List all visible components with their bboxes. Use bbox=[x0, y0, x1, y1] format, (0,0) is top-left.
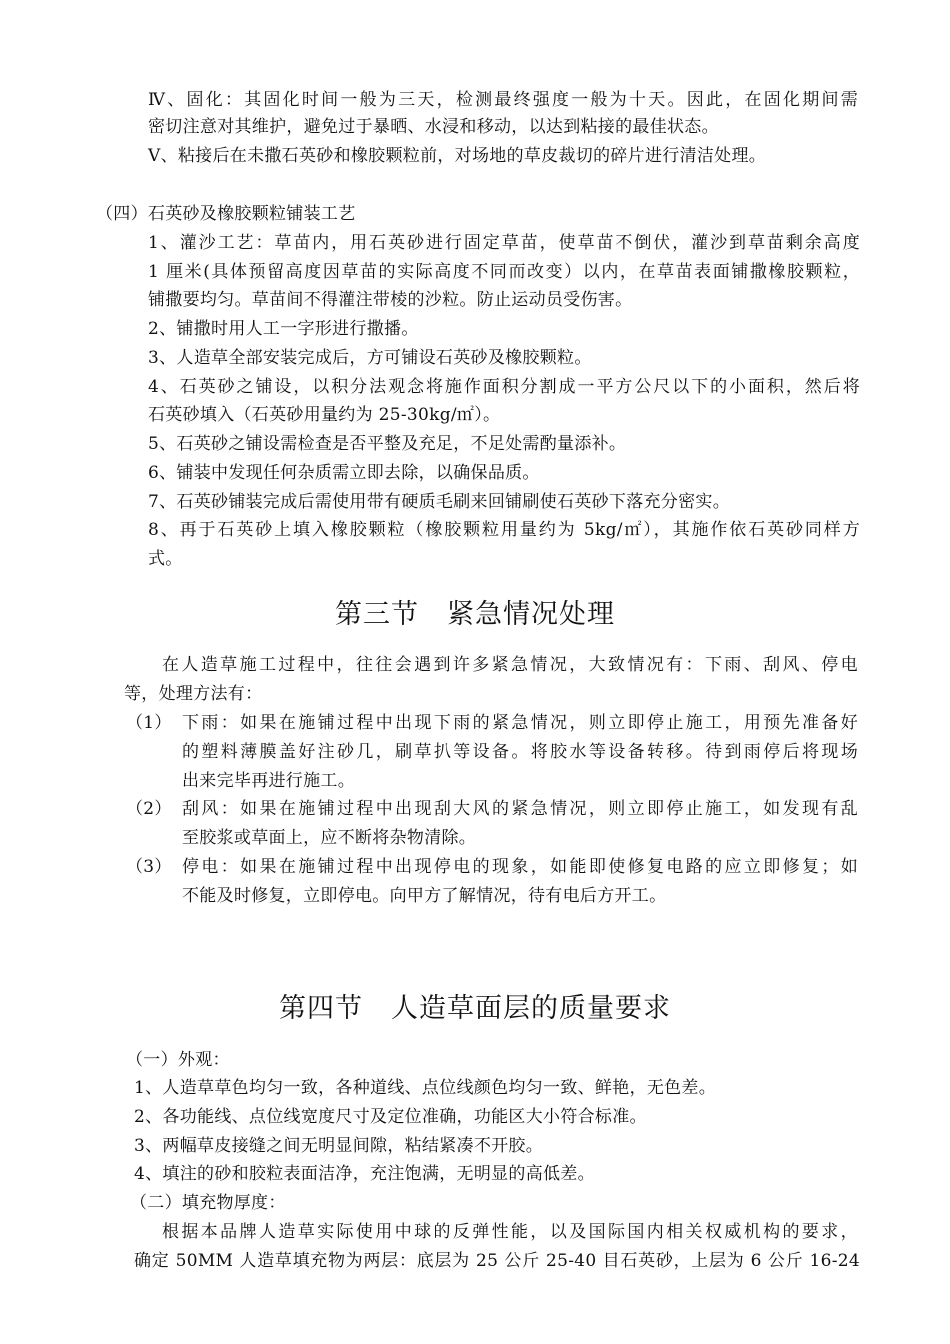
emergency-item-line: 出来完毕再进行施工。 bbox=[182, 771, 355, 791]
emergency-item-line: 停电：如果在施铺过程中出现停电的现象，如能即使修复电路的应立即修复；如 bbox=[182, 857, 858, 877]
section4-para-line1: 根据本品牌人造草实际使用中球的反弹性能，以及国际国内相关权威机构的要求， bbox=[162, 1222, 858, 1242]
emergency-item-line: 刮风：如果在施铺过程中出现刮大风的紧急情况，则立即停止施工，如发现有乱 bbox=[182, 799, 858, 819]
item1-line1: 1、灌沙工艺：草苗内，用石英砂进行固定草苗，使草苗不倒伏，灌沙到草苗剩余高度 bbox=[148, 233, 860, 253]
item8-line1: 8、再于石英砂上填入橡胶颗粒（橡胶颗粒用量约为 5kg/㎡），其施作依石英砂同样方 bbox=[148, 520, 860, 540]
emergency-item-line: 至胶浆或草面上，应不断将杂物清除。 bbox=[182, 828, 477, 848]
emergency-item-line: 不能及时修复，立即停电。向甲方了解情况，待有电后方开工。 bbox=[182, 886, 667, 906]
quality-item: 4、填注的砂和胶粒表面洁净，充注饱满，无明显的高低差。 bbox=[134, 1164, 595, 1184]
section4-sub2: （二）填充物厚度： bbox=[130, 1193, 286, 1213]
subsection-four-title: （四）石英砂及橡胶颗粒铺装工艺 bbox=[96, 204, 356, 224]
item6: 6、铺装中发现任何杂质需立即去除，以确保品质。 bbox=[148, 463, 540, 483]
item4-line2: 石英砂填入（石英砂用量约为 25-30kg/㎡）。 bbox=[148, 405, 501, 425]
item1-line3: 铺撒要均匀。草苗间不得灌注带棱的沙粒。防止运动员受伤害。 bbox=[148, 290, 633, 310]
para-iv-line2: 密切注意对其维护，避免过于暴晒、水浸和移动，以达到粘接的最佳状态。 bbox=[148, 117, 719, 137]
section3-intro-line2: 等，处理方法有： bbox=[124, 684, 263, 704]
item1-line2: 1 厘米(具体预留高度因草苗的实际高度不同而改变）以内，在草苗表面铺撒橡胶颗粒， bbox=[148, 262, 860, 282]
section4-para-line2: 确定 50MM 人造草填充物为两层：底层为 25 公斤 25-40 目石英砂，上层为 6 公斤 16-24 bbox=[134, 1251, 860, 1271]
item5: 5、石英砂之铺设需检查是否平整及充足，不足处需酌量添补。 bbox=[148, 434, 627, 454]
quality-item: 2、各功能线、点位线宽度尺寸及定位准确，功能区大小符合标准。 bbox=[134, 1107, 647, 1127]
emergency-item-num: （3） bbox=[126, 857, 172, 877]
item2: 2、铺撒时用人工一字形进行撒播。 bbox=[148, 319, 419, 339]
item8-line2: 式。 bbox=[148, 549, 183, 569]
emergency-item-line: 下雨：如果在施铺过程中出现下雨的紧急情况，则立即停止施工，用预先准备好 bbox=[182, 713, 858, 733]
item3: 3、人造草全部安装完成后，方可铺设石英砂及橡胶颗粒。 bbox=[148, 348, 592, 368]
quality-item: 1、人造草草色均匀一致，各种道线、点位线颜色均匀一致、鲜艳，无色差。 bbox=[134, 1078, 717, 1098]
item7: 7、石英砂铺装完成后需使用带有硬质毛刷来回铺刷使石英砂下落充分密实。 bbox=[148, 492, 731, 512]
quality-item: 3、两幅草皮接缝之间无明显间隙，粘结紧凑不开胶。 bbox=[134, 1136, 544, 1156]
section3-intro-line1: 在人造草施工过程中，往往会遇到许多紧急情况，大致情况有：下雨、刮风、停电 bbox=[162, 655, 858, 675]
section4-sub1: （一）外观： bbox=[126, 1050, 230, 1070]
para-iv-line1: Ⅳ、固化：其固化时间一般为三天，检测最终强度一般为十天。因此，在固化期间需 bbox=[148, 90, 858, 110]
section3-heading: 第三节 紧急情况处理 bbox=[335, 599, 615, 630]
emergency-item-num: （1） bbox=[126, 713, 172, 733]
emergency-item-line: 的塑料薄膜盖好注砂几，刷草扒等设备。将胶水等设备转移。待到雨停后将现场 bbox=[182, 742, 858, 762]
section4-heading: 第四节 人造草面层的质量要求 bbox=[279, 993, 671, 1024]
para-v: Ⅴ、粘接后在未撒石英砂和橡胶颗粒前，对场地的草皮裁切的碎片进行清洁处理。 bbox=[148, 146, 767, 166]
emergency-item-num: （2） bbox=[126, 799, 172, 819]
item4-line1: 4、石英砂之铺设，以积分法观念将施作面积分割成一平方公尺以下的小面积，然后将 bbox=[148, 377, 860, 397]
